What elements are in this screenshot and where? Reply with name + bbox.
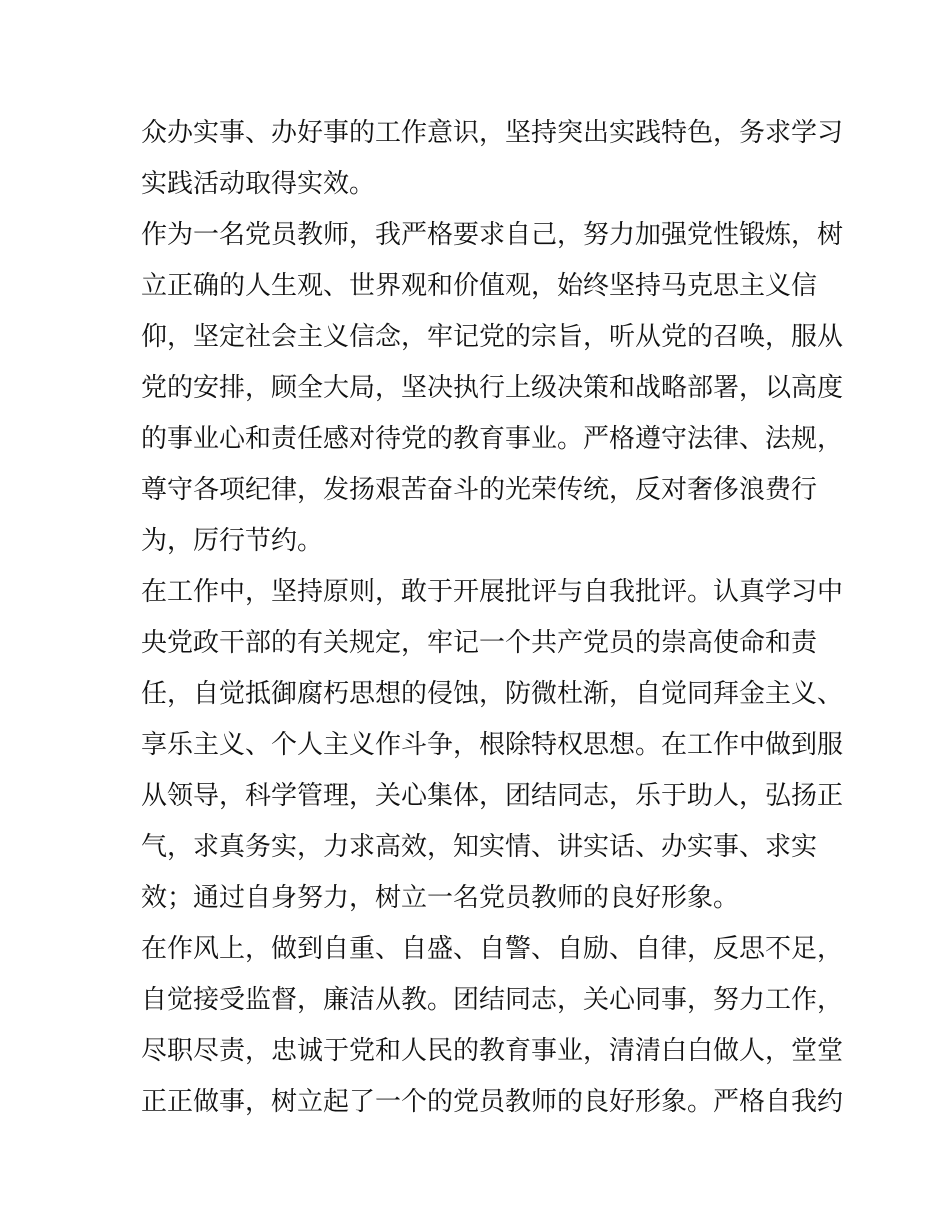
text-line: 立正确的人生观、世界观和价值观，始终坚持马克思主义信 xyxy=(141,271,818,301)
text-line: 效；通过自身努力，树立一名党员教师的良好形象。 xyxy=(141,883,740,913)
paragraph-4 xyxy=(141,924,844,1128)
text-line: 众办实事、办好事的工作意识，坚持突出实践特色，务求学习 xyxy=(141,118,844,148)
text-line: 实践活动取得实效。 xyxy=(141,169,376,199)
text-line: 正正做事，树立起了一个的党员教师的良好形象。严格自我约 xyxy=(141,1087,844,1117)
paragraph-3 xyxy=(141,567,844,924)
text-line: 尊守各项纪律，发扬艰苦奋斗的光荣传统，反对奢侈浪费行 xyxy=(141,475,818,505)
text-line: 在作风上，做到自重、自盛、自警、自励、自律，反思不足， xyxy=(141,934,844,964)
text-line: 气，求真务实，力求高效，知实情、讲实话、办实事、求实 xyxy=(141,832,818,862)
text-line: 央党政干部的有关规定，牢记一个共产党员的崇高使命和责 xyxy=(141,628,818,658)
text-line: 作为一名党员教师，我严格要求自己，努力加强党性锻炼，树 xyxy=(141,220,844,250)
text-line: 享乐主义、个人主义作斗争，根除特权思想。在工作中做到服 xyxy=(141,730,844,760)
text-line: 为，厉行节约。 xyxy=(141,526,324,556)
text-line: 的事业心和责任感对待党的教育事业。严格遵守法律、法规， xyxy=(141,424,844,454)
paragraph-1 xyxy=(141,108,844,210)
text-line: 在工作中，坚持原则，敢于开展批评与自我批评。认真学习中 xyxy=(141,577,844,607)
paragraph-2 xyxy=(141,210,844,567)
text-line: 尽职尽责，忠诚于党和人民的教育事业，清清白白做人，堂堂 xyxy=(141,1036,844,1066)
text-line: 仰，坚定社会主义信念，牢记党的宗旨，听从党的召唤，服从 xyxy=(141,322,844,352)
text-line: 党的安排，顾全大局，坚决执行上级决策和战略部署，以高度 xyxy=(141,373,844,403)
text-line: 自觉接受监督，廉洁从教。团结同志，关心同事，努力工作， xyxy=(141,985,844,1015)
body-text xyxy=(141,108,844,1128)
text-line: 任，自觉抵御腐朽思想的侵蚀，防微杜渐，自觉同拜金主义、 xyxy=(141,679,844,709)
text-line: 从领导，科学管理，关心集体，团结同志，乐于助人，弘扬正 xyxy=(141,781,844,811)
